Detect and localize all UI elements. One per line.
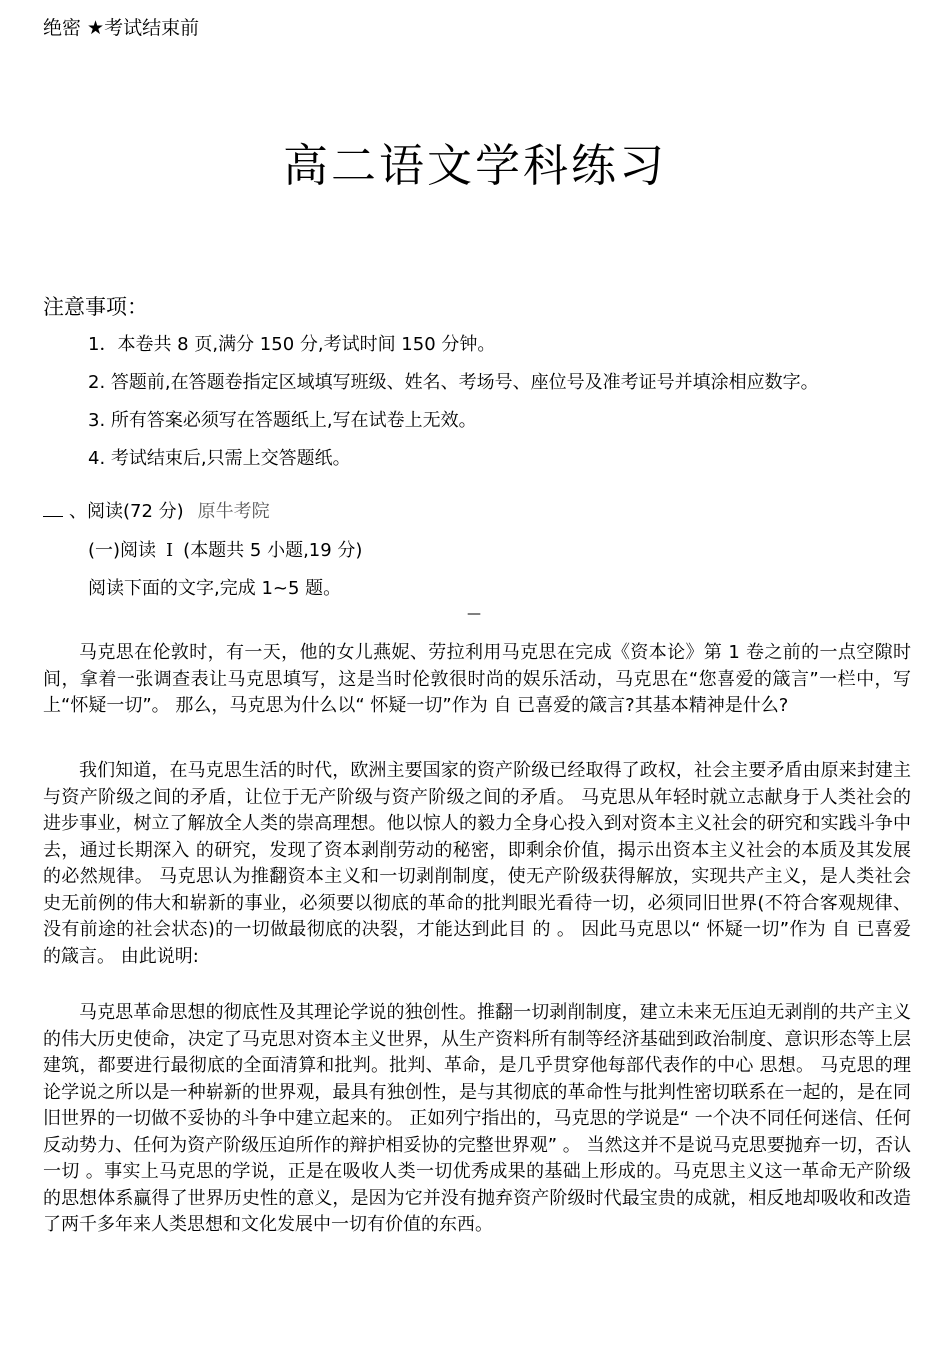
section-number-blank — [43, 498, 63, 517]
watermark-text: 原牛考院 — [197, 501, 270, 522]
passage-paragraph-2: 我们知道，在马克思生活的时代，欧洲主要国家的资产阶级已经取得了政权，社会主要矛盾由原来封建主与资产阶级之间的矛盾，让位于无产阶级与资产阶级之间的矛盾。 马克思从年轻时就立志献身于人类社会的进步事业，树立了解放全人类的崇高理想。他以惊人的毅力全身心投入到对资本主义社会的研究和实践斗争中去，通过长期深入 的研究，发现了资本剥削劳动的秘密，即剩余价值，揭示出资本主义社会的本质及其发展的必然规律。 马克思认为推翻资本主义和一切剥削制度，使无产阶级获得解放，实现共产主义，是人类社会史无前例的伟大和崭新的事业，必须要以彻底的革命的批判眼光看待一切，必须同旧世界(不符合客观规律、没有前途的社会状态)的一切做最彻底的决裂，才能达到此目 的 。 因此马克思以“ 怀疑一切”作为 自 已喜爱的箴言。 由此说明: — [43, 760, 911, 967]
notice-item-2: 2. 答题前,在答题卷指定区域填写班级、姓名、考场号、座位号及准考证号并填涂相应数字。 — [88, 372, 819, 393]
subsection-heading — [88, 538, 362, 564]
subsection-roman-numeral: Ⅰ — [166, 540, 174, 561]
notice-item-3: 3. 所有答案必须写在答题纸上,写在试卷上无效。 — [88, 410, 477, 431]
section-label: 、阅读(72 分) — [69, 501, 184, 522]
exam-title: 高二语文学科练习 — [282, 139, 667, 192]
section-heading — [43, 498, 270, 525]
passage-paragraph-3: 马克思革命思想的彻底性及其理论学说的独创性。推翻一切剥削制度，建立未来无压迫无剥削的共产主义的伟大历史使命，决定了马克思对资本主义世界，从生产资料所有制等经济基础到政治制度、意识形态等上层建筑，都要进行最彻底的全面清算和批判。批判、革命，是几乎贯穿他每部代表作的中心 思想。 马克思的理论学说之所以是一种崭新的世界观，最具有独创性，是与其彻底的革命性与批判性密切联系在一起的，是在同旧世界的一切做不妥协的斗争中建立起来的。 正如列宁指出的，马克思的学说是“ 一个决不同任何迷信、任何反动势力、任何为资产阶级压迫所作的辩护相妥协的完整世界观” 。 当然这并不是说马克思要抛弃一切，否认一切 。事实上马克思的学说，正是在吸收人类一切优秀成果的基础上形成的。马克思主义这一革命无产阶级的思想体系赢得了世界历史性的意义，是因为它并没有抛弃资产阶级时代最宝贵的成就，相反地却吸收和改造了两千多年来人类思想和文化发展中一切有价值的东西。 — [43, 1002, 911, 1235]
confidential-label: 绝密 ★考试结束前 — [43, 17, 200, 39]
passage-paragraph-1: 马克思在伦敦时，有一天，他的女儿燕妮、劳拉利用马克思在完成《资本论》第 1 卷之前的一点空隙时间，拿着一张调查表让马克思填写，这是当时伦敦很时尚的娱乐活动，马克思在“您喜爱的箴言”一栏中，写上“怀疑一切”。 那么，马克思为什么以“ 怀疑一切”作为 自 已喜爱的箴言?其基本精神是什么? — [43, 642, 911, 716]
subsection-suffix: (本题共 5 小题,19 分) — [183, 540, 363, 561]
subsection-prefix: (一)阅读 — [88, 540, 157, 561]
reading-instruction: 阅读下面的文字,完成 1~5 题。 — [88, 578, 342, 599]
notice-item-1: 1．本卷共 8 页,满分 150 分,考试时间 150 分钟。 — [88, 334, 496, 355]
notice-item-4: 4. 考试结束后,只需上交答题纸。 — [88, 448, 351, 469]
passage-divider: — — [467, 606, 481, 622]
notice-heading: 注意事项： — [43, 295, 148, 319]
